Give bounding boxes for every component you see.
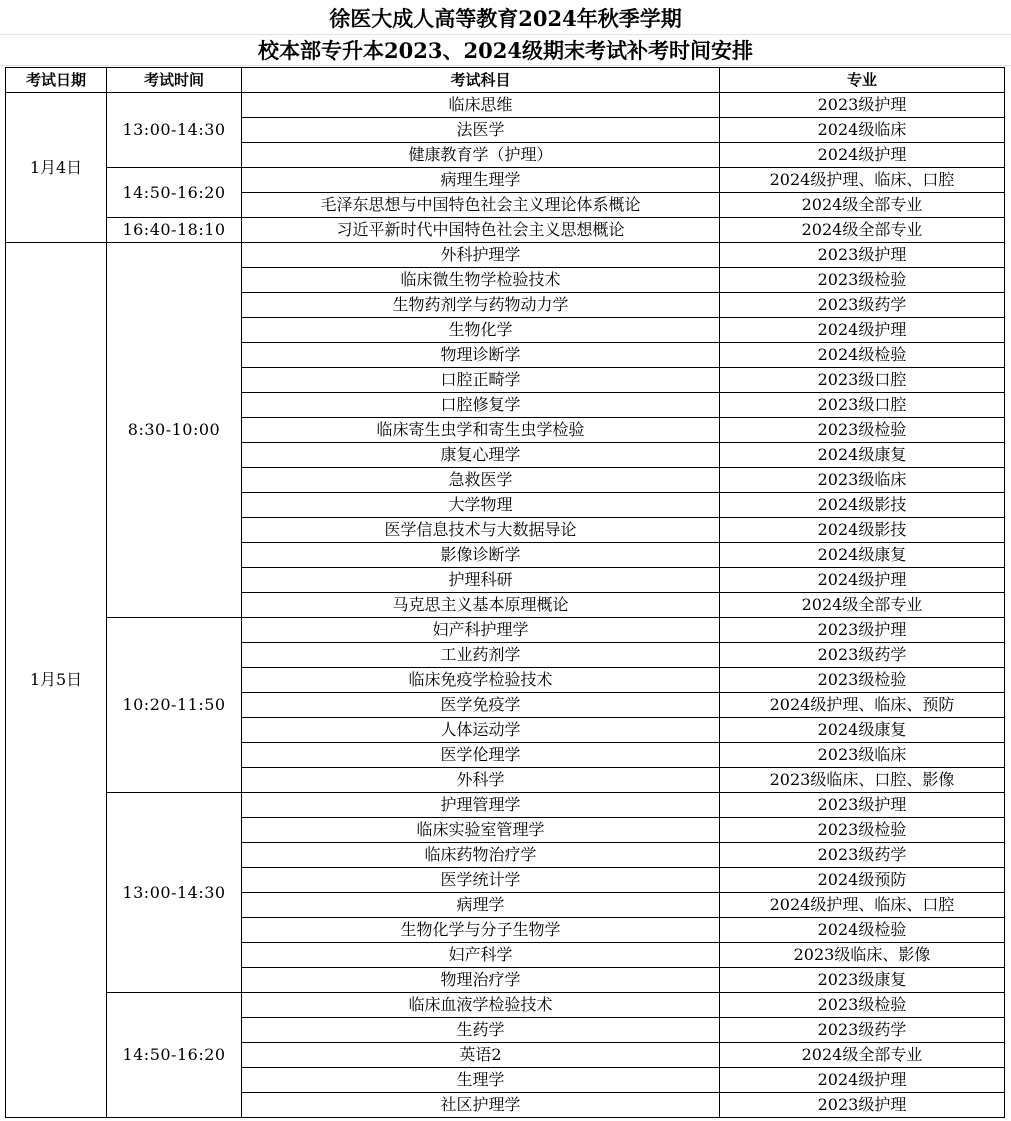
table-row <box>6 793 1005 818</box>
exam-subject-cell: 习近平新时代中国特色社会主义思想概论 <box>242 218 720 243</box>
exam-subject-cell: 健康教育学（护理） <box>242 143 720 168</box>
exam-subject-cell: 口腔修复学 <box>242 393 720 418</box>
exam-major-cell: 2023级口腔 <box>720 368 1005 393</box>
exam-major-cell: 2023级护理 <box>720 93 1005 118</box>
exam-major-cell: 2023级护理 <box>720 1093 1005 1118</box>
exam-subject-cell: 病理学 <box>242 893 720 918</box>
exam-subject-cell: 生物药剂学与药物动力学 <box>242 293 720 318</box>
header-date: 考试日期 <box>6 68 107 93</box>
header-subject: 考试科目 <box>242 68 720 93</box>
exam-time-cell: 13:00-14:30 <box>107 93 242 168</box>
exam-major-cell: 2024级影技 <box>720 493 1005 518</box>
exam-subject-cell: 医学免疫学 <box>242 693 720 718</box>
exam-major-cell: 2023级药学 <box>720 293 1005 318</box>
sheet-gridline <box>0 34 1011 35</box>
exam-subject-cell: 临床微生物学检验技术 <box>242 268 720 293</box>
exam-subject-cell: 外科学 <box>242 768 720 793</box>
exam-time-cell: 14:50-16:20 <box>107 168 242 218</box>
exam-major-cell: 2023级临床 <box>720 468 1005 493</box>
exam-subject-cell: 生药学 <box>242 1018 720 1043</box>
table-row <box>6 618 1005 643</box>
table-row <box>6 218 1005 243</box>
exam-major-cell: 2023级药学 <box>720 643 1005 668</box>
header-time: 考试时间 <box>107 68 242 93</box>
exam-subject-cell: 医学伦理学 <box>242 743 720 768</box>
exam-subject-cell: 病理生理学 <box>242 168 720 193</box>
exam-major-cell: 2023级药学 <box>720 843 1005 868</box>
page-subtitle: 校本部专升本2023、2024级期末考试补考时间安排 <box>258 38 753 63</box>
schedule-body <box>6 93 1005 1118</box>
exam-subject-cell: 物理诊断学 <box>242 343 720 368</box>
exam-major-cell: 2023级口腔 <box>720 393 1005 418</box>
exam-subject-cell: 临床实验室管理学 <box>242 818 720 843</box>
exam-major-cell: 2024级检验 <box>720 918 1005 943</box>
exam-major-cell: 2024级全部专业 <box>720 593 1005 618</box>
exam-subject-cell: 护理科研 <box>242 568 720 593</box>
exam-major-cell: 2024级护理、临床、预防 <box>720 693 1005 718</box>
exam-subject-cell: 外科护理学 <box>242 243 720 268</box>
exam-major-cell: 2024级康复 <box>720 443 1005 468</box>
exam-major-cell: 2023级护理 <box>720 618 1005 643</box>
exam-major-cell: 2024级康复 <box>720 718 1005 743</box>
exam-major-cell: 2023级护理 <box>720 793 1005 818</box>
exam-subject-cell: 大学物理 <box>242 493 720 518</box>
exam-time-cell: 13:00-14:30 <box>107 793 242 993</box>
exam-major-cell: 2024级护理 <box>720 318 1005 343</box>
table-row <box>6 993 1005 1018</box>
exam-subject-cell: 马克思主义基本原理概论 <box>242 593 720 618</box>
table-row <box>6 168 1005 193</box>
exam-major-cell: 2024级临床 <box>720 118 1005 143</box>
exam-subject-cell: 生物化学与分子生物学 <box>242 918 720 943</box>
exam-major-cell: 2024级护理、临床、口腔 <box>720 168 1005 193</box>
exam-major-cell: 2023级康复 <box>720 968 1005 993</box>
exam-subject-cell: 影像诊断学 <box>242 543 720 568</box>
exam-major-cell: 2024级影技 <box>720 518 1005 543</box>
exam-major-cell: 2023级检验 <box>720 418 1005 443</box>
header-row <box>6 68 1005 93</box>
exam-major-cell: 2023级临床 <box>720 743 1005 768</box>
exam-subject-cell: 法医学 <box>242 118 720 143</box>
exam-major-cell: 2024级护理 <box>720 1068 1005 1093</box>
exam-subject-cell: 护理管理学 <box>242 793 720 818</box>
exam-subject-cell: 医学统计学 <box>242 868 720 893</box>
exam-major-cell: 2024级康复 <box>720 543 1005 568</box>
exam-subject-cell: 临床免疫学检验技术 <box>242 668 720 693</box>
exam-subject-cell: 物理治疗学 <box>242 968 720 993</box>
exam-major-cell: 2023级检验 <box>720 668 1005 693</box>
exam-subject-cell: 妇产科学 <box>242 943 720 968</box>
exam-major-cell: 2024级护理、临床、口腔 <box>720 893 1005 918</box>
exam-subject-cell: 毛泽东思想与中国特色社会主义理论体系概论 <box>242 193 720 218</box>
exam-major-cell: 2023级临床、影像 <box>720 943 1005 968</box>
exam-subject-cell: 工业药剂学 <box>242 643 720 668</box>
exam-major-cell: 2024级护理 <box>720 568 1005 593</box>
exam-major-cell: 2023级护理 <box>720 243 1005 268</box>
exam-major-cell: 2024级全部专业 <box>720 193 1005 218</box>
exam-major-cell: 2024级检验 <box>720 343 1005 368</box>
exam-subject-cell: 口腔正畸学 <box>242 368 720 393</box>
exam-subject-cell: 生理学 <box>242 1068 720 1093</box>
exam-time-cell: 14:50-16:20 <box>107 993 242 1118</box>
exam-subject-cell: 英语2 <box>242 1043 720 1068</box>
exam-subject-cell: 临床寄生虫学和寄生虫学检验 <box>242 418 720 443</box>
exam-major-cell: 2024级全部专业 <box>720 1043 1005 1068</box>
exam-date-cell: 1月4日 <box>6 93 107 243</box>
exam-time-cell: 16:40-18:10 <box>107 218 242 243</box>
table-row <box>6 93 1005 118</box>
exam-major-cell: 2024级全部专业 <box>720 218 1005 243</box>
exam-major-cell: 2023级药学 <box>720 1018 1005 1043</box>
page-title: 徐医大成人高等教育2024年秋季学期 <box>329 6 682 31</box>
exam-major-cell: 2023级临床、口腔、影像 <box>720 768 1005 793</box>
exam-subject-cell: 临床思维 <box>242 93 720 118</box>
exam-subject-cell: 妇产科护理学 <box>242 618 720 643</box>
exam-subject-cell: 社区护理学 <box>242 1093 720 1118</box>
exam-major-cell: 2024级预防 <box>720 868 1005 893</box>
exam-subject-cell: 人体运动学 <box>242 718 720 743</box>
exam-schedule-table <box>5 67 1005 1118</box>
exam-subject-cell: 医学信息技术与大数据导论 <box>242 518 720 543</box>
exam-subject-cell: 临床药物治疗学 <box>242 843 720 868</box>
exam-subject-cell: 急救医学 <box>242 468 720 493</box>
exam-time-cell: 8:30-10:00 <box>107 243 242 618</box>
exam-major-cell: 2023级检验 <box>720 268 1005 293</box>
exam-subject-cell: 临床血液学检验技术 <box>242 993 720 1018</box>
exam-subject-cell: 康复心理学 <box>242 443 720 468</box>
exam-major-cell: 2024级护理 <box>720 143 1005 168</box>
exam-time-cell: 10:20-11:50 <box>107 618 242 793</box>
exam-subject-cell: 生物化学 <box>242 318 720 343</box>
exam-major-cell: 2023级检验 <box>720 993 1005 1018</box>
header-major: 专业 <box>720 68 1005 93</box>
exam-date-cell: 1月5日 <box>6 243 107 1118</box>
exam-major-cell: 2023级检验 <box>720 818 1005 843</box>
table-row <box>6 243 1005 268</box>
